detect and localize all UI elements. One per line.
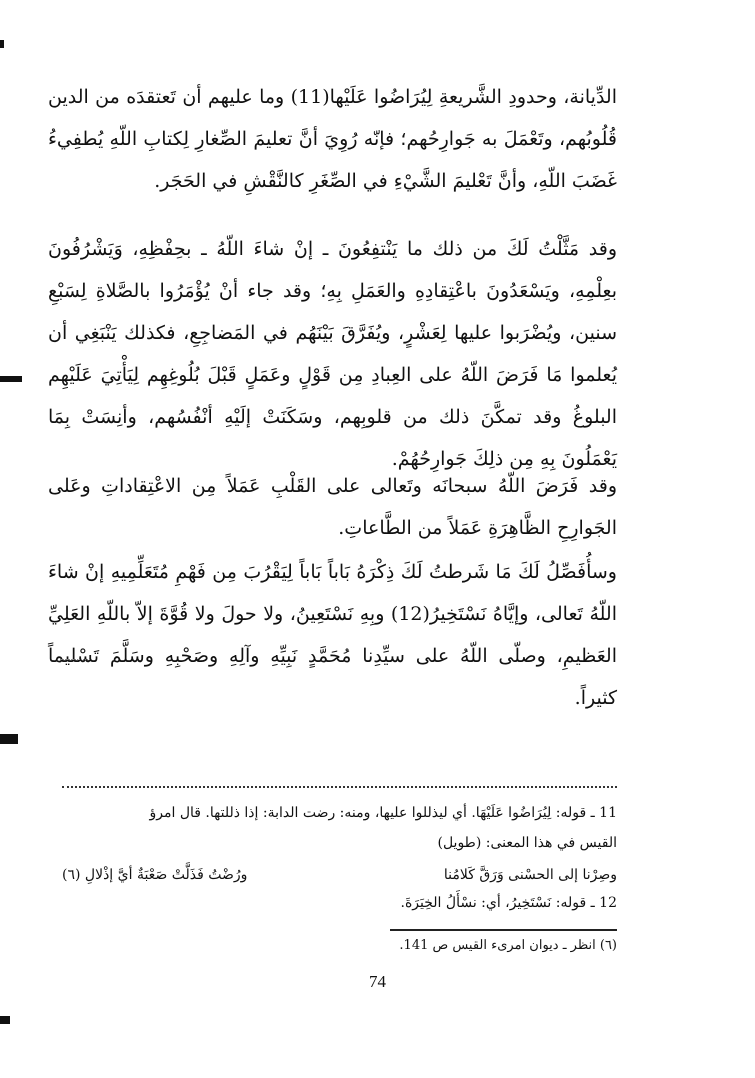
scan-edge-mark [0, 1016, 10, 1024]
body-paragraph-2: وقد مَثَّلْتُ لَكَ من ذلك ما يَنْتفِعُونَ ـ إنْ شاءَ اللّهُ ـ بحِفْظِهِ، وَيَشْرُفُونَ بعِلْمِهِ، ويَسْعَدُونَ باعْتِقادِهِ والعَمَلِ بِهِ؛ وقد جاء أنْ يُؤْمَرُوا بالصَّلاةِ لِسَبْعِ سنين، ويُضْرَبوا عليها لِعَشْرٍ، ويُفَرَّقَ بَيْنَهُم في المَضاجِعِ، فكذلك يَنْبَغِي أن يُعلموا مَا فَرَضَ اللّهُ على العِبادِ مِن قَوْلٍ وعَمَلٍ قَبْلَ بُلُوغِهِم لِيَأْتِيَ عَلَيْهِم البلوغُ وقد تمكَّنَ ذلك من قلوبِهم، وسَكَنَتْ إلَيْهِ أنْفُسُهم، وأنِسَتْ بِمَا يَعْمَلُونَ بِهِ مِن ذلِكَ جَوارِحُهُمْ. [48, 238, 617, 470]
scan-artifact [60, 659, 90, 661]
footnote-11-line-2: القيس في هذا المعنى: (طويل) [437, 835, 617, 851]
footnote-11-line-1: 11 ـ قوله: لِيُرَاضُوا عَلَيْهَا. أي ليذللوا عليها، ومنه: رضت الدابة: إذا ذللتها. قال امرؤ [149, 805, 617, 821]
editor-footnote-6: (٦) انظر ـ ديوان امرىء القيس ص 141. [399, 938, 617, 953]
scan-edge-mark [0, 734, 18, 744]
body-paragraph-1: الدِّيانة، وحدودِ الشَّريعةِ لِيُرَاضُوا عَلَيْها(11) وما عليهم أن تَعتقدَه من الدين قُلُوبُهم، وتَعْمَلَ به جَوارِحُهم؛ فإنّه رُوِيَ أنَّ تعليمَ الصِّغارِ لِكتابِ اللّهِ يُطفِيءُ غَضَبَ اللّهِ، وأنَّ تَعْليمَ الشَّيْءِ في الصِّغَرِ كالنَّقْشِ في الحَجَر. [48, 86, 617, 192]
scan-edge-mark [0, 376, 22, 382]
page-number: 74 [369, 972, 386, 991]
footnote-separator [62, 786, 617, 788]
footnote-12: 12 ـ قوله: نَسْتَخِيرُ، أي: نسْأَلُ الخِيَرَةَ. [400, 895, 617, 911]
verse-second-hemistich: ورُضْتُ فَذَلَّتْ صَعْبَةٌ أيَّ إذْلالِ (٦) [62, 867, 248, 883]
scan-edge-mark [0, 40, 4, 48]
body-paragraph-4: وسأُفَصِّلُ لَكَ مَا شَرطتُ لَكَ ذِكْرَهُ بَاباً بَاباً لِيَقْرُبَ مِن فَهْمِ مُتَعَلِّمِيهِ إنْ شاءَ اللّهُ تَعالى، وإيَّاهُ نَسْتَخِيرُ(12) وبِهِ نَسْتَعِينُ، ولا حولَ ولا قُوَّةَ إلاّ باللّهِ العَلِيِّ العَظيمِ، وصلّى اللّهُ على سيِّدِنا مُحَمَّدٍ نَبِيِّهِ وآلِهِ وصَحْبِهِ وسَلَّمَ تَسْليماً كثيراً. [48, 561, 617, 709]
body-paragraph-3: وقد فَرَضَ اللّهُ سبحانَه وتَعالى على القَلْبِ عَمَلاً مِن الاعْتِقاداتِ وعَلى الجَوارِحِ الظَّاهِرَةِ عَمَلاً من الطَّاعاتِ. [48, 475, 617, 539]
editor-footnote-rule [390, 929, 617, 931]
poetry-verse [62, 862, 617, 888]
verse-first-hemistich: وصِرْنا إلى الحسْنى وَرَقَّ كَلامُنا [443, 867, 617, 883]
